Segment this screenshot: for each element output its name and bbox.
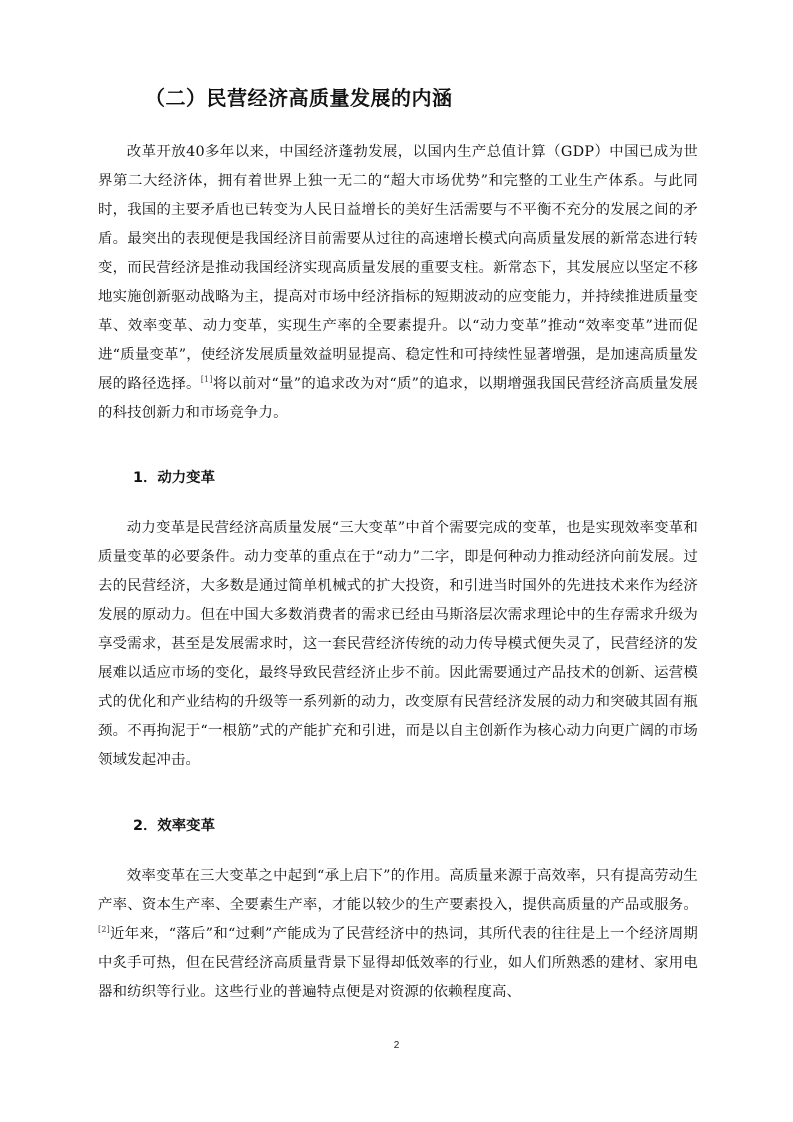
intro-text-part2: 将以前对“量”的追求改为对“质”的追求，以期增强我国民营经济高质量发展的科技创新力和市场竞争力。 (98, 376, 698, 421)
intro-paragraph (98, 138, 698, 428)
efficiency-reform-paragraph (98, 862, 698, 1007)
section-title: （二）民营经济高质量发展的内涵 (145, 86, 453, 110)
dynamic-reform-paragraph: 动力变革是民营经济高质量发展“三大变革”中首个需要完成的变革，也是实现效率变革和质量变革的必要条件。动力变革的重点在于“动力”二字，即是何种动力推动经济向前发展。过去的民营经济，大多数是通过简单机械式的扩大投资，和引进当时国外的先进技术来作为经济发展的原动力。但在中国大多数消费者的需求已经由马斯洛层次需求理论中的生存需求升级为享受需求，甚至是发展需求时，这一套民营经济传统的动力传导模式便失灵了，民营经济的发展难以适应市场的变化，最终导致民营经济止步不前。因此需要通过产品技术的创新、运营模式的优化和产业结构的升级等一系列新的动力，改变原有民营经济发展的动力和突破其固有瓶颈。不再拘泥于“一根筋”式的产能扩充和引进，而是以自主创新作为核心动力向更广阔的市场领域发起冲击。 (98, 520, 698, 768)
efficiency-text-part2: 近年来，“落后”和“过剩”产能成为了民营经济中的热词，其所代表的往往是上一个经济周期中炙手可热，但在民营经济高质量背景下显得却低效率的行业，如人们所熟悉的建材、家用电器和纺织等行业。这些行业的普遍特点便是对资源的依赖程度高、 (98, 926, 698, 1000)
citation-ref-1[interactable]: [1] (200, 375, 213, 385)
citation-ref-2[interactable]: [2] (98, 925, 110, 935)
heading-efficiency-reform: 2．效率变革 (133, 818, 215, 834)
heading-dynamic-reform: 1．动力变革 (133, 470, 215, 486)
page-number: 2 (393, 1040, 400, 1051)
efficiency-text-part1: 效率变革在三大变革之中起到“承上启下”的作用。高质量来源于高效率，只有提高劳动生产率、资本生产率、全要素生产率，才能以较少的生产要素投入，提供高质量的产品或服务。 (98, 868, 698, 913)
intro-text-part1: 改革开放40多年以来，中国经济蓬勃发展，以国内生产总值计算（GDP）中国已成为世界第二大经济体，拥有着世界上独一无二的“超大市场优势”和完整的工业生产体系。与此同时，我国的主要矛盾也已转变为人民日益增长的美好生活需要与不平衡不充分的发展之间的矛盾。最突出的表现便是我国经济目前需要从过往的高速增长模式向高质量发展的新常态进行转变，而民营经济是推动我国经济实现高质量发展的重要支柱。新常态下，其发展应以坚定不移地实施创新驱动战略为主，提高对市场中经济指标的短期波动的应变能力，并持续推进质量变革、效率变革、动力变革，实现生产率的全要素提升。以“动力变革”推动“效率变革”进而促进“质量变革”，使经济发展质量效益明显提高、稳定性和可持续性显著增强，是加速高质量发展的路径选择。 (98, 144, 698, 392)
